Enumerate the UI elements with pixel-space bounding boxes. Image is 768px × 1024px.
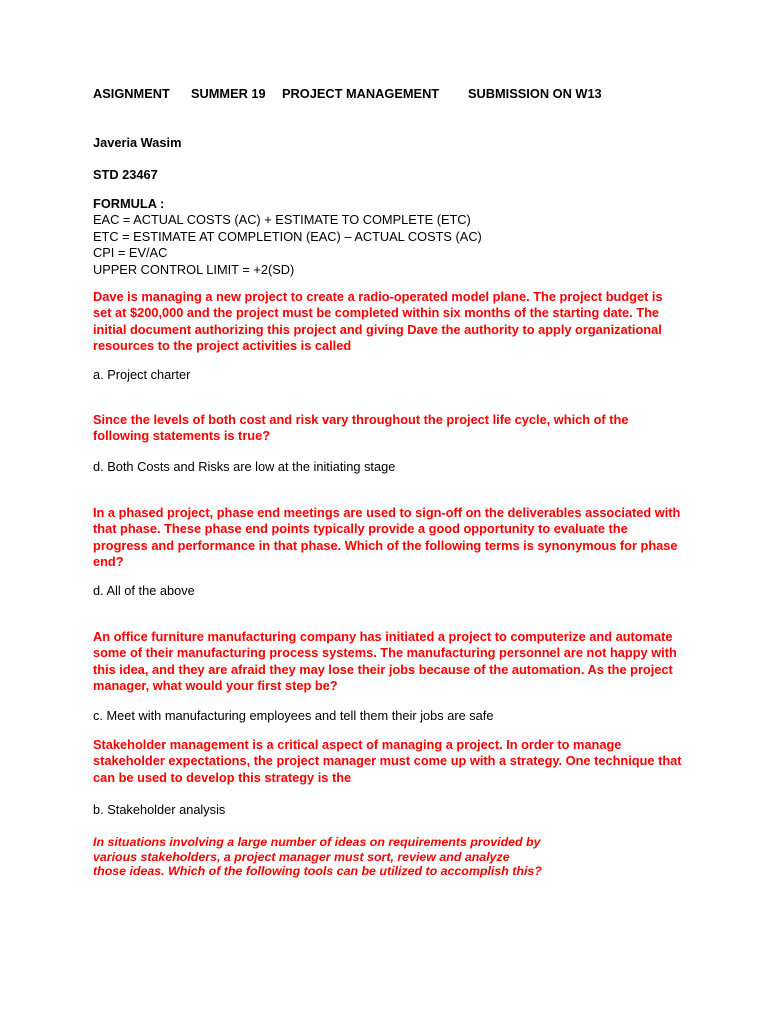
question-text: An office furniture manufacturing company has initiated a project to computerize and automate some of their manufacturing process systems. The manufacturing personnel are not happy with this idea, and they are afraid they may lose their jobs because of the automation. As the project manager, what would your first step be? — [93, 629, 677, 694]
course-label: PROJECT MANAGEMENT — [282, 86, 440, 101]
formula-line: CPI = EV/AC — [93, 245, 168, 261]
student-name: Javeria Wasim — [93, 135, 182, 150]
answer-text: b. Stakeholder analysis — [93, 802, 226, 817]
term-label: SUMMER 19 — [191, 86, 266, 101]
assignment-label: ASIGNMENT — [93, 86, 170, 101]
formula-line: ETC = ESTIMATE AT COMPLETION (EAC) – ACTUAL COSTS (AC) — [93, 228, 482, 244]
answer-text: d. Both Costs and Risks are low at the initiating stage — [93, 459, 396, 474]
answer-text: c. Meet with manufacturing employees and tell them their jobs are safe — [93, 708, 494, 723]
formula-heading: FORMULA : — [93, 196, 165, 211]
question-text: In situations involving a large number of ideas on requirements provided by various stakeholders, a project manager must sort, review and analyze those ideas. Which of the following tools can be utilized to accomplish this? — [93, 835, 542, 879]
formula-section — [93, 196, 482, 278]
formula-line: UPPER CONTROL LIMIT = +2(SD) — [93, 261, 295, 277]
answer-text: d. All of the above — [93, 583, 195, 598]
answer-text: a. Project charter — [93, 367, 191, 382]
assignment-header — [93, 86, 693, 102]
question-text: Since the levels of both cost and risk vary throughout the project life cycle, which of the following statements is true? — [93, 412, 629, 444]
question-text: Stakeholder management is a critical aspect of managing a project. In order to manage stakeholder expectations, the project manager must come up with a strategy. One technique that can be used to develop this strategy is the — [93, 737, 682, 785]
question-text: In a phased project, phase end meetings are used to sign-off on the deliverables associated with that phase. These phase end points typically provide a good opportunity to evaluate the progress and performance in that phase. Which of the following terms is synonymous for phase end? — [93, 505, 681, 570]
formula-line: EAC = ACTUAL COSTS (AC) + ESTIMATE TO COMPLETE (ETC) — [93, 212, 471, 228]
student-id: STD 23467 — [93, 167, 158, 182]
submission-label: SUBMISSION ON W13 — [468, 86, 602, 101]
question-text: Dave is managing a new project to create a radio-operated model plane. The project budget is set at $200,000 and the project must be completed within six months of the starting date. The initial document authorizing this project and giving Dave the authority to apply organizational resources to the project activities is called — [93, 289, 663, 354]
